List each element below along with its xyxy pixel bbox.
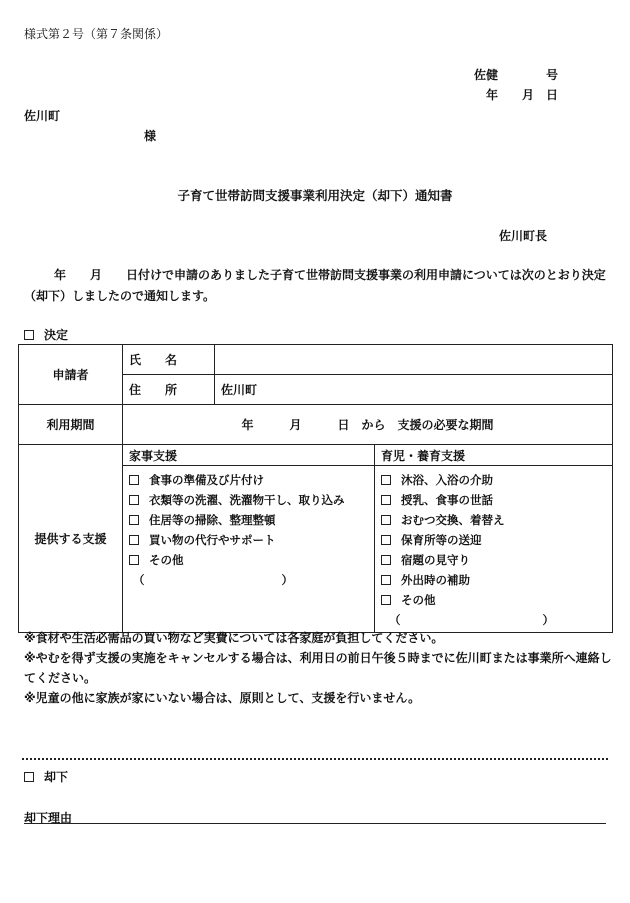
childcare-item-label: 宿題の見守り <box>401 553 470 567</box>
childcare-item-label: おむつ交換、着替え <box>401 513 505 527</box>
decision-table <box>18 344 613 633</box>
checkbox[interactable] <box>381 535 391 545</box>
rejection-checkbox[interactable] <box>24 772 34 782</box>
checkbox[interactable] <box>129 555 139 565</box>
addressee: 佐川町 <box>24 109 61 123</box>
checkbox[interactable] <box>129 535 139 545</box>
checkbox[interactable] <box>381 515 391 525</box>
checkbox[interactable] <box>381 595 391 605</box>
childcare-item[interactable] <box>381 530 606 550</box>
paren-close: ） <box>281 573 293 587</box>
childcare-item[interactable] <box>381 550 606 570</box>
housework-other-field[interactable] <box>129 570 293 590</box>
note: ※やむを得ず支援の実施をキャンセルする場合は、利用日の前日午後５時までに佐川町または事業所へ連絡してください。 <box>24 651 612 685</box>
checkbox[interactable] <box>381 495 391 505</box>
childcare-column <box>375 445 613 633</box>
period-label: 利用期間 <box>19 405 123 445</box>
document-title: 子育て世帯訪問支援事業利用決定（却下）通知書 <box>177 188 453 203</box>
honorific: 様 <box>144 129 157 143</box>
childcare-item-label: 沐浴、入浴の介助 <box>401 473 493 487</box>
housework-item-label: 衣類等の洗濯、洗濯物干し、取り込み <box>149 493 345 507</box>
rejection-reason-underline <box>24 823 606 824</box>
checkbox[interactable] <box>129 475 139 485</box>
rejection-reason-label: 却下理由 <box>24 811 73 825</box>
address-field[interactable] <box>215 375 613 405</box>
housework-item-label: その他 <box>149 553 184 567</box>
housework-item-label: 買い物の代行やサポート <box>149 533 276 547</box>
childcare-item-label: その他 <box>401 593 436 607</box>
name-field[interactable] <box>215 345 613 375</box>
issuer: 佐川町長 <box>499 229 548 243</box>
childcare-item[interactable] <box>381 470 606 490</box>
decision-heading <box>24 326 68 343</box>
address-value: 佐川町 <box>221 383 258 397</box>
housework-header: 家事支援 <box>123 447 374 466</box>
childcare-other-field[interactable] <box>381 610 554 630</box>
housework-item[interactable] <box>129 470 368 490</box>
paren-open: （ <box>389 613 401 627</box>
housework-item[interactable] <box>129 490 368 510</box>
childcare-item-label: 保育所等の送迎 <box>401 533 482 547</box>
childcare-item-label: 授乳、食事の世話 <box>401 493 493 507</box>
period-field[interactable] <box>123 405 613 445</box>
checkbox[interactable] <box>129 495 139 505</box>
paren-close: ） <box>542 613 554 627</box>
housework-item-label: 食事の準備及び片付け <box>149 473 264 487</box>
document-date: 年 月 日 <box>486 88 559 102</box>
name-label: 氏 名 <box>123 345 215 375</box>
childcare-item[interactable] <box>381 590 606 610</box>
address-label: 住 所 <box>123 375 215 405</box>
body-text: 年 月 日付けで申請のありました子育て世帯訪問支援事業の利用申請については次のとおり決定（却下）しましたので通知します。 <box>24 268 606 303</box>
paren-open: （ <box>133 573 145 587</box>
housework-column <box>123 445 375 633</box>
form-number: 様式第２号（第７条関係） <box>24 27 169 41</box>
housework-item[interactable] <box>129 510 368 530</box>
applicant-label: 申請者 <box>19 345 123 405</box>
checkbox[interactable] <box>129 515 139 525</box>
childcare-item[interactable] <box>381 510 606 530</box>
housework-item-label: 住居等の掃除、整理整頓 <box>149 513 276 527</box>
childcare-item-label: 外出時の補助 <box>401 573 470 587</box>
notes <box>24 628 614 708</box>
rejection-label: 却下 <box>44 770 69 784</box>
housework-item[interactable] <box>129 530 368 550</box>
support-label: 提供する支援 <box>19 445 123 633</box>
decision-checkbox[interactable] <box>24 330 34 340</box>
checkbox[interactable] <box>381 555 391 565</box>
housework-item[interactable] <box>129 550 368 570</box>
checkbox[interactable] <box>381 475 391 485</box>
document-number: 佐健 号 <box>474 68 559 82</box>
note: ※児童の他に家族が家にいない場合は、原則として、支援を行いません。 <box>24 691 421 705</box>
checkbox[interactable] <box>381 575 391 585</box>
decision-label: 決定 <box>44 328 69 342</box>
childcare-item[interactable] <box>381 490 606 510</box>
period-value: 年 月 日 から 支援の必要な期間 <box>241 418 494 432</box>
childcare-item[interactable] <box>381 570 606 590</box>
rejection-heading <box>24 768 68 785</box>
dotted-divider <box>22 758 608 760</box>
childcare-header: 育児・養育支援 <box>375 447 612 466</box>
note: ※食材や生活必需品の買い物など実費については各家庭が負担してください。 <box>24 631 444 645</box>
